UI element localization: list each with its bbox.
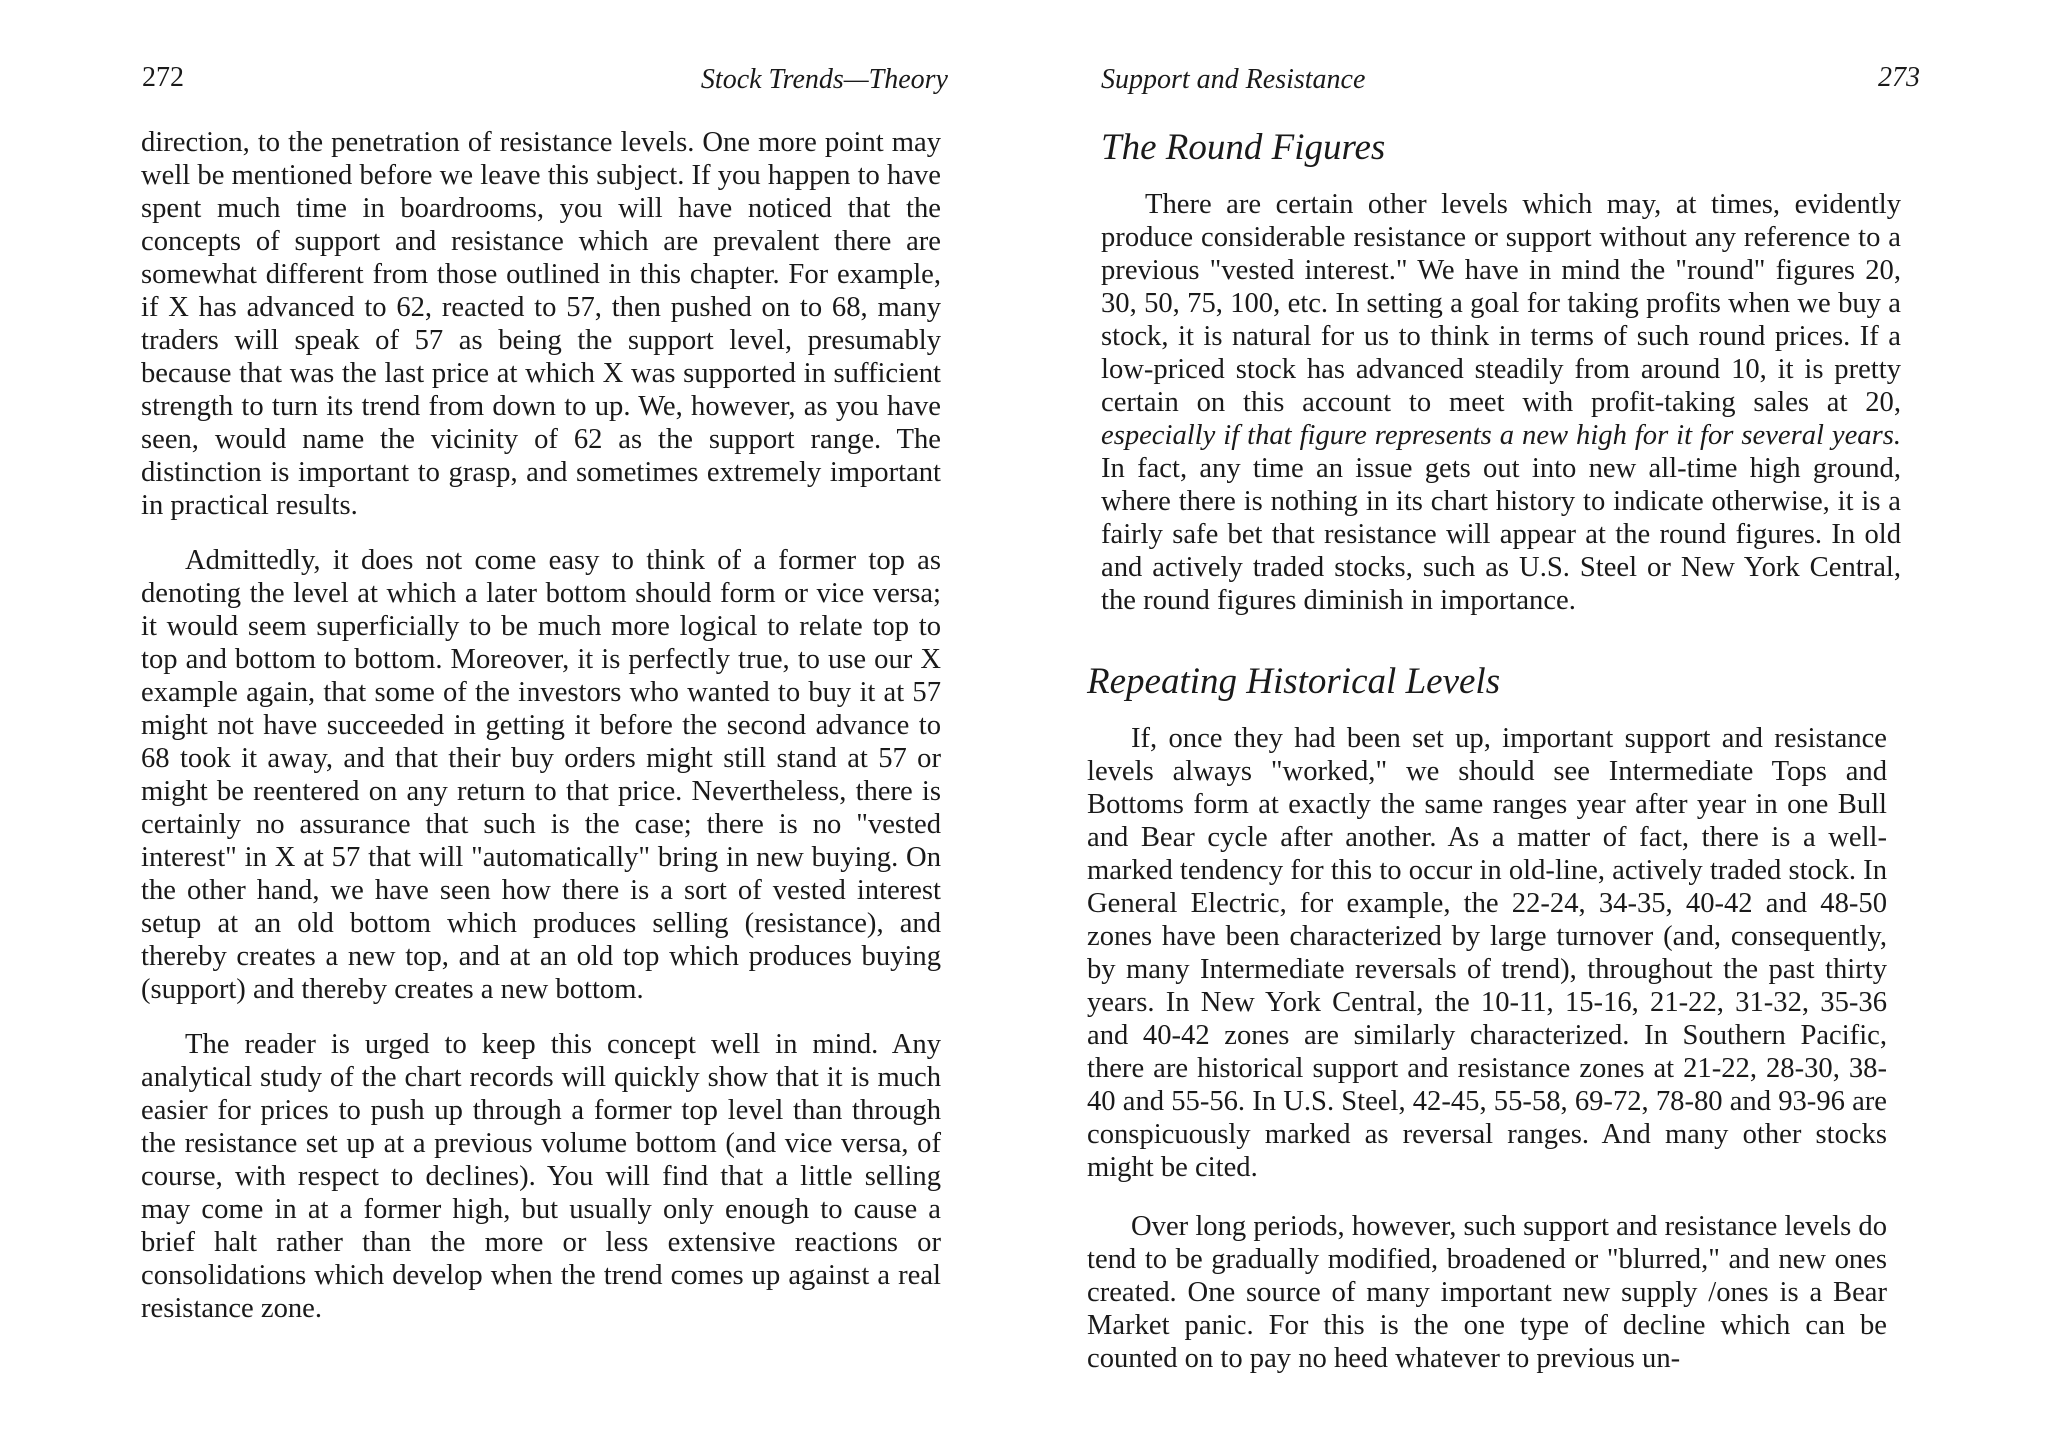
italic-emphasis: especially if that figure represents a new high for it for several years.: [1101, 420, 1901, 451]
left-page-number: 272: [142, 62, 184, 93]
left-paragraph-3: The reader is urged to keep this concept well in mind. Any analytical study of the chart records will quickly show that it is much easier for prices to push up through a former top level than through the resistance set up at a previous volume bottom (and vice versa, of course, with respect to declines). You will find that a little selling may come in at a former high, but usually only enough to cause a brief halt rather than the more or less extensive reactions or consolidations which develop when the trend comes up against a real resistance zone.: [141, 1029, 941, 1324]
left-body-text: [141, 126, 941, 1325]
paragraph-start: There are certain other levels which may, at times, evidently produce considerable resistance or support without any reference to a previous "vested interest." We have in mind the "round" figures 20, 30, 50, 75, 100, etc. In setting a goal for taking profits when we buy a stock, it is natural for us to think in terms of such round prices. If a low-priced stock has advanced steadily from around 10, it is pretty certain on this account to meet with profit-taking sales at 20,: [1101, 189, 1901, 418]
left-paragraph-1: direction, to the penetration of resistance levels. One more point may well be mentioned before we leave this subject. If you happen to have spent much time in boardrooms, you will have noticed that the concepts of support and resistance which are prevalent there are somewhat different from those outlined in this chapter. For example, if X has advanced to 62, reacted to 57, then pushed on to 68, many traders will speak of 57 as being the support level, presumably because that was the last price at which X was supported in sufficient strength to turn its trend from down to up. We, however, as you have seen, would name the vicinity of 62 as the support range. The distinction is important to grasp, and sometimes extremely important in practical results.: [141, 127, 941, 521]
right-page: [1024, 0, 2048, 1448]
section-repeating-levels: [1087, 660, 1887, 1375]
section-heading-round-figures: The Round Figures: [1101, 127, 1386, 168]
repeating-levels-paragraph-2: Over long periods, however, such support and resistance levels do tend to be gradually modified, broadened or "blurred," and new ones created. One source of many important new supply /ones is a Bear Market panic. For this is the one type of decline which can be counted on to pay no heed whatever to previous un-: [1087, 1211, 1887, 1374]
round-figures-paragraph: [1101, 188, 1901, 617]
section-round-figures: [1101, 126, 1901, 617]
left-running-head: Stock Trends—Theory: [700, 64, 948, 95]
section-heading-repeating-levels: Repeating Historical Levels: [1087, 661, 1501, 702]
right-page-number: 273: [1878, 62, 1920, 93]
right-running-head: Support and Resistance: [1101, 64, 1366, 95]
repeating-levels-paragraph-1: If, once they had been set up, important support and resistance levels always "worked," we should see Intermediate Tops and Bottoms form at exactly the same ranges year after year in one Bull and Bear cycle after another. As a matter of fact, there is a well-marked tendency for this to occur in old-line, actively traded stock. In General Electric, for example, the 22-24, 34-35, 40-42 and 48-50 zones have been characterized by large turnover (and, consequently, by many Intermediate reversals of trend), throughout the past thirty years. In New York Central, the 10-11, 15-16, 21-22, 31-32, 35-36 and 40-42 zones are similarly characterized. In Southern Pacific, there are historical support and resistance zones at 21-22, 28-30, 38-40 and 55-56. In U.S. Steel, 42-45, 55-58, 69-72, 78-80 and 93-96 are conspicuously marked as reversal ranges. And many other stocks might be cited.: [1087, 723, 1887, 1183]
left-paragraph-2: Admittedly, it does not come easy to think of a former top as denoting the level at which a later bottom should form or vice versa; it would seem superficially to be much more logical to relate top to top and bottom to bottom. Moreover, it is perfectly true, to use our X example again, that some of the investors who wanted to buy it at 57 might not have succeeded in getting it before the second advance to 68 took it away, and that their buy orders might still stand at 57 or might be reentered on any return to that price. Nevertheless, there is certainly no assurance that such is the case; there is no "vested interest" in X at 57 that will "automatically" bring in new buying. On the other hand, we have seen how there is a sort of vested interest setup at an old bottom which produces selling (resistance), and thereby creates a new top, and at an old top which produces buying (support) and thereby creates a new bottom.: [141, 545, 941, 1005]
paragraph-end: In fact, any time an issue gets out into new all-time high ground, where there is nothing in its chart history to indicate otherwise, it is a fairly safe bet that resistance will appear at the round figures. In old and actively traded stocks, such as U.S. Steel or New York Central, the round figures diminish in importance.: [1101, 453, 1901, 616]
